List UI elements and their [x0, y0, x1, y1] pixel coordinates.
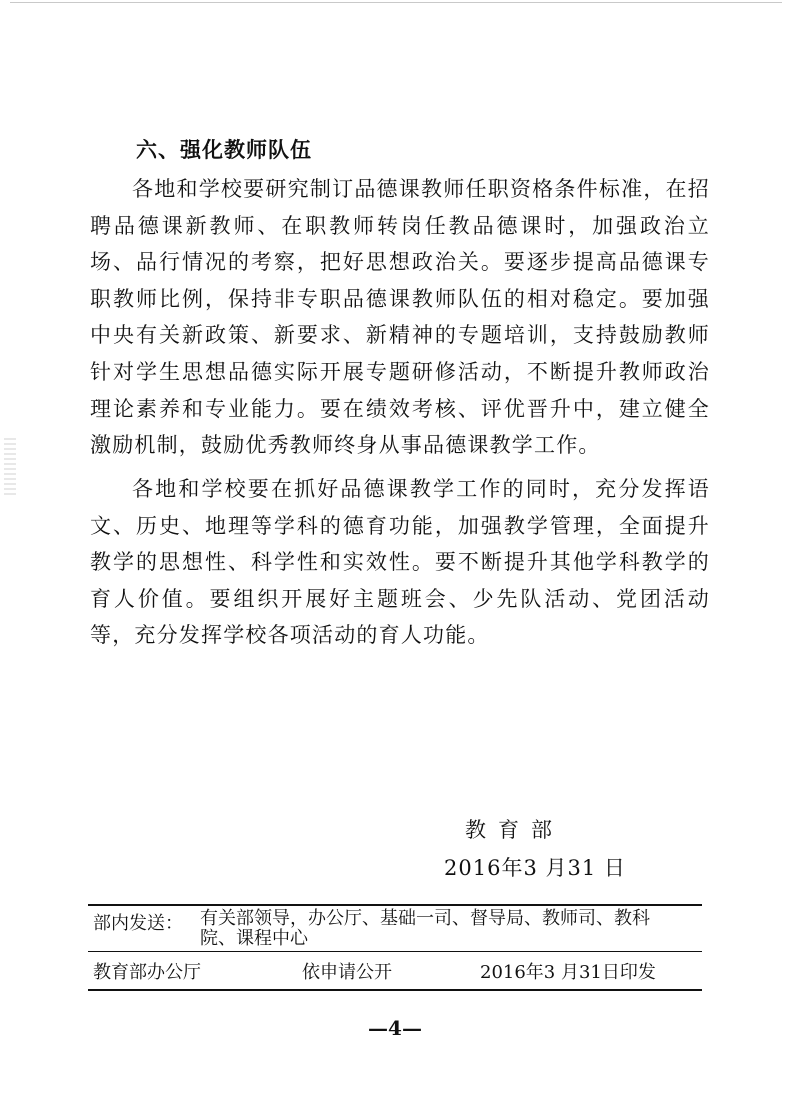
paragraph-text: 各地和学校要研究制订品德课教师任职资格条件标准，在招聘品德课新教师、在职教师转岗任教品德课时，加强政治立场、品行情况的考察，把好思想政治关。要逐步提高品德课专职教师比例，保持非专职品德课教师队伍的相对稳定。要加强中央有关新政策、新要求、新精神的专题培训，支持鼓励教师针对学生思想品德实际开展专题研修活动，不断提升教师政治理论素养和专业能力。要在绩效考核、评优晋升中，建立健全激励机制，鼓励优秀教师终身从事品德课教学工作。	[90, 177, 710, 458]
distribution-recipients: 有关部领导，办公厅、基础一司、督导局、教师司、教科院、课程中心	[200, 908, 650, 949]
signature-date: 2016年3 月31 日	[444, 856, 626, 880]
body-paragraph-2	[90, 471, 710, 654]
scan-top-edge	[10, 2, 782, 3]
page-number: —4—	[368, 1016, 422, 1040]
scan-artifact	[4, 438, 16, 498]
footer-print-date: 2016年3 月31日印发	[480, 962, 656, 983]
divider-bottom	[88, 989, 702, 991]
section-heading: 六、强化教师队伍	[136, 137, 312, 162]
paragraph-text: 各地和学校要在抓好品德课教学工作的同时，充分发挥语文、历史、地理等学科的德育功能，加强教学管理，全面提升教学的思想性、科学性和实效性。要不断提升其他学科教学的育人价值。要组织开展好主题班会、少先队活动、党团活动等，充分发挥学校各项活动的育人功能。	[90, 477, 710, 648]
signature-organization: 教育部	[465, 818, 564, 842]
footer-disclosure: 依申请公开	[302, 962, 392, 983]
distribution-label: 部内发送：	[93, 913, 183, 934]
divider-middle	[88, 951, 702, 952]
body-paragraph-1	[90, 171, 710, 464]
divider-top	[88, 904, 702, 906]
footer-issuer: 教育部办公厅	[93, 962, 201, 983]
